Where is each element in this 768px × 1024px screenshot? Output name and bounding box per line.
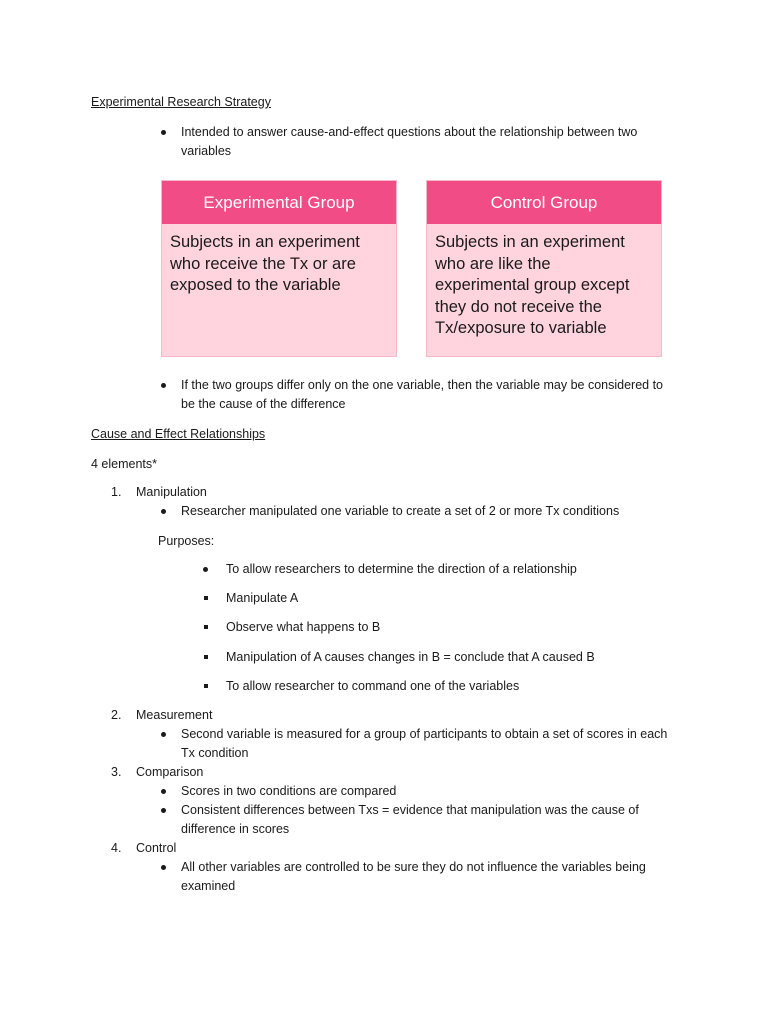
item-label-manipulation: Manipulation [136,485,207,499]
bullet-dot-icon [161,130,166,135]
bullet-text: Scores in two conditions are compared [181,784,397,798]
bullet-dot-icon [161,865,166,870]
square-bullet-icon [204,596,208,600]
bullet-text-continuation: examined [181,879,236,893]
bullet-dot-icon [203,567,208,572]
bullet-dot-icon [161,789,166,794]
bullet-text-continuation: Tx condition [181,746,249,760]
bullet-dot-icon [161,383,166,388]
section-heading-experimental-research-strategy: Experimental Research Strategy [91,95,271,109]
bullet-text-continuation: variables [181,144,232,158]
bullet-dot-icon [161,808,166,813]
elements-label: 4 elements* [91,457,158,471]
item-label-measurement: Measurement [136,708,213,722]
bullet-text-continuation: be the cause of the difference [181,397,346,411]
bullet-text: Intended to answer cause-and-effect questions about the relationship between two [181,125,638,139]
square-bullet-icon [204,684,208,688]
purpose-item: To allow researchers to determine the direction of a relationship [226,562,577,576]
experimental-group-box [161,180,397,357]
control-group-description: Subjects in an experiment who are like the experimental group except they do not receive the Tx/exposure to variable [435,233,630,337]
bullet-text-continuation: difference in scores [181,822,290,836]
bullet-text: Researcher manipulated one variable to create a set of 2 or more Tx conditions [181,504,620,518]
purpose-item: Observe what happens to B [226,620,381,634]
bullet-text: Consistent differences between Txs = evidence that manipulation was the cause of [181,803,639,817]
square-bullet-icon [204,625,208,629]
control-group-title: Control Group [427,181,661,224]
section-heading-cause-and-effect: Cause and Effect Relationships [91,427,266,441]
purpose-item: Manipulate A [226,591,299,605]
item-number: 1. [111,485,122,499]
experimental-group-description: Subjects in an experiment who receive the Tx or are exposed to the variable [170,233,360,294]
bullet-text: All other variables are controlled to be sure they do not influence the variables being [181,860,646,874]
bullet-dot-icon [161,732,166,737]
experimental-group-title: Experimental Group [162,181,396,224]
item-number: 3. [111,765,122,779]
purpose-item: To allow researcher to command one of the variables [226,679,520,693]
bullet-dot-icon [161,509,166,514]
item-number: 2. [111,708,122,722]
item-label-comparison: Comparison [136,765,204,779]
control-group-box [426,180,662,357]
purpose-item: Manipulation of A causes changes in B = conclude that A caused B [226,650,595,664]
square-bullet-icon [204,655,208,659]
bullet-text: Second variable is measured for a group of participants to obtain a set of scores in each [181,727,668,741]
purposes-label: Purposes: [158,534,215,548]
bullet-text: If the two groups differ only on the one variable, then the variable may be considered to [181,378,664,392]
item-label-control: Control [136,841,177,855]
item-number: 4. [111,841,122,855]
